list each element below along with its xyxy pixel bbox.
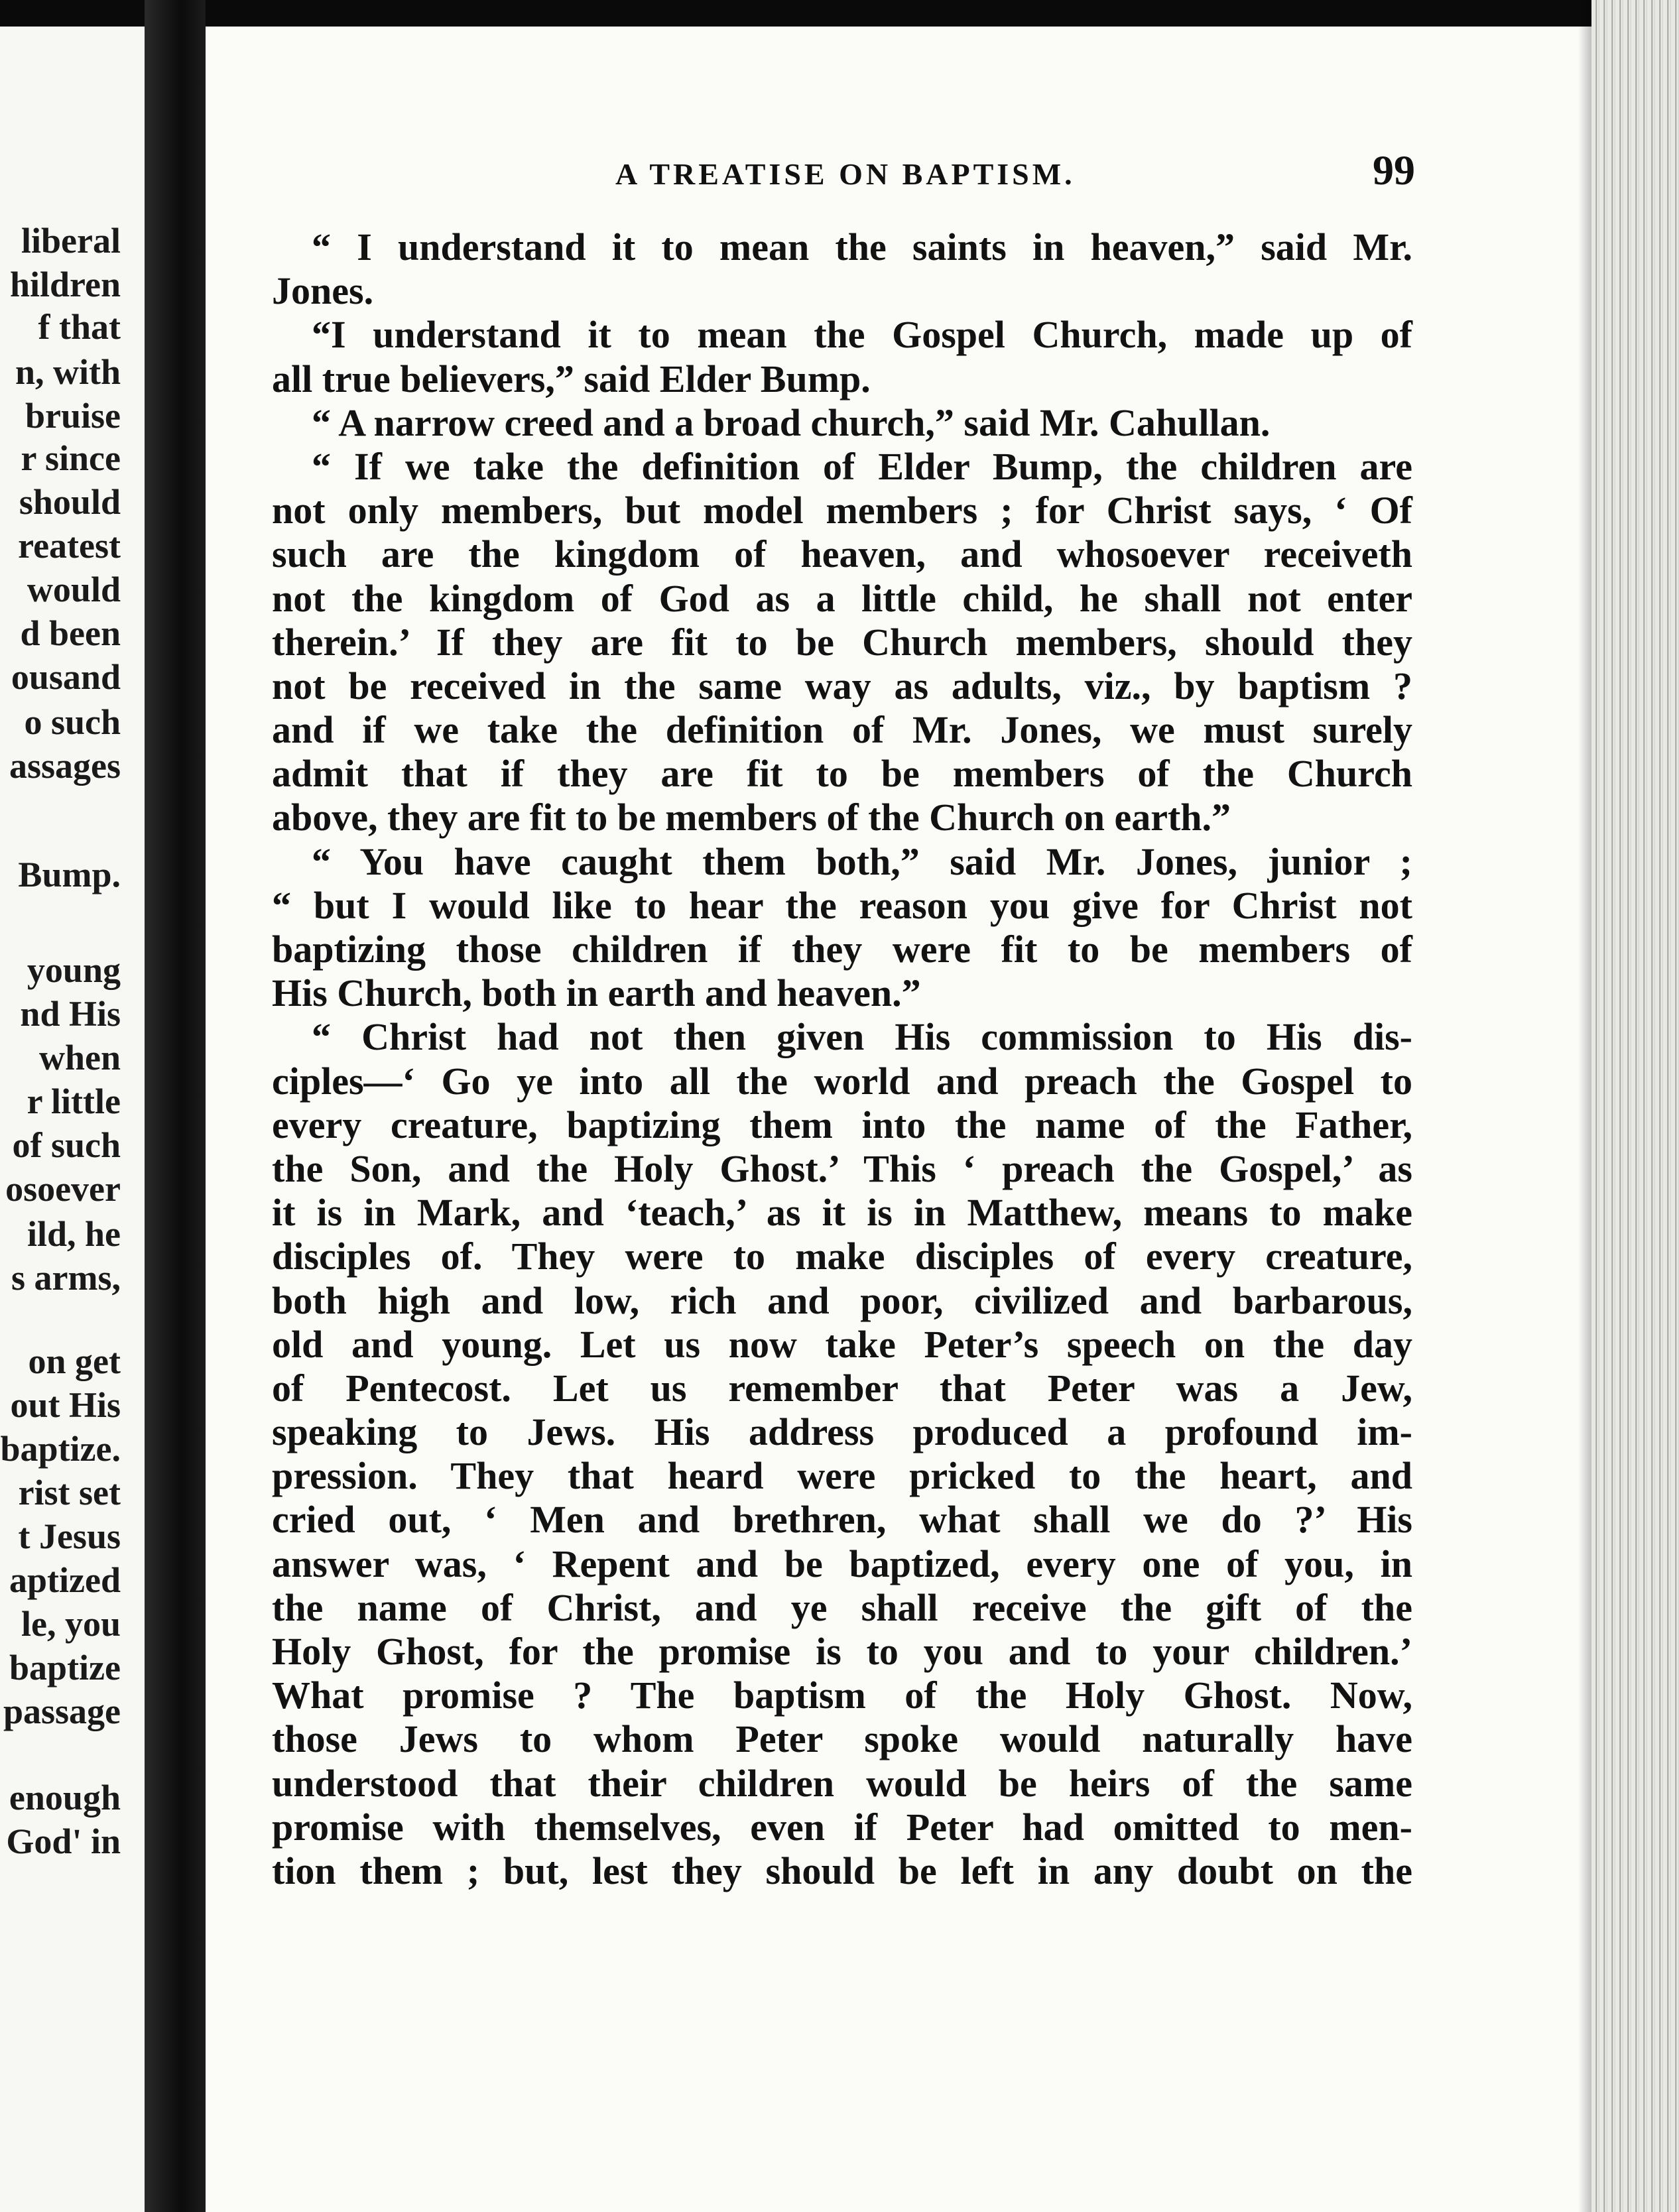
facing-page-word: f that: [38, 307, 121, 347]
facing-page-word: hildren: [9, 265, 121, 304]
facing-page-word: on get: [28, 1341, 121, 1381]
text-line: such are the kingdom of heaven, and whosoever receiveth: [272, 532, 1412, 576]
facing-page-word: baptize.: [0, 1429, 121, 1469]
text-line: “ Christ had not then given His commission to His dis-: [312, 1015, 1412, 1059]
facing-page-word: baptize: [9, 1648, 121, 1688]
text-line: speaking to Jews. His address produced a profound im-: [272, 1410, 1412, 1454]
text-line: disciples of. They were to make disciples of every creature,: [272, 1235, 1412, 1278]
text-line: Jones.: [272, 269, 374, 313]
facing-page-word: osoever: [5, 1169, 121, 1209]
page-header: [206, 146, 1591, 199]
text-line: “I understand it to mean the Gospel Church, made up of: [312, 313, 1412, 357]
text-line: tion them ; but, lest they should be left in any doubt on the: [272, 1849, 1412, 1892]
text-line: not be received in the same way as adults, viz., by baptism ?: [272, 664, 1412, 707]
text-line: “ You have caught them both,” said Mr. Jones, junior ;: [312, 839, 1412, 883]
facing-page-word: should: [19, 482, 121, 522]
text-line: promise with themselves, even if Peter had omitted to men-: [272, 1805, 1412, 1849]
text-line: and if we take the definition of Mr. Jones, we must surely: [272, 708, 1412, 752]
text-line: every creature, baptizing them into the name of the Father,: [272, 1103, 1412, 1146]
text-line: “ but I would like to hear the reason you give for Christ not: [272, 883, 1412, 927]
facing-page-word: rist set: [18, 1473, 121, 1512]
book-page: [206, 27, 1591, 2212]
text-line: not the kingdom of God as a little child, he shall not enter: [272, 576, 1412, 620]
facing-page-word: ousand: [11, 657, 121, 697]
text-line: His Church, both in earth and heaven.”: [272, 971, 921, 1015]
text-line: therein.’ If they are fit to be Church members, should they: [272, 620, 1412, 664]
text-line: the Son, and the Holy Ghost.’ This ‘ preach the Gospel,’ as: [272, 1146, 1412, 1190]
facing-page-word: assages: [9, 746, 121, 786]
facing-page-word: Bump.: [18, 855, 121, 894]
facing-page-word: would: [27, 570, 121, 609]
facing-page-word: r since: [21, 438, 121, 478]
facing-page-word: enough: [9, 1778, 121, 1817]
page-number: 99: [1373, 147, 1415, 194]
text-line: pression. They that heard were pricked to the heart, and: [272, 1454, 1412, 1498]
running-title: A TREATISE ON BAPTISM.: [615, 157, 1076, 191]
facing-page-word: passage: [3, 1691, 121, 1731]
text-line: not only members, but model members ; for Christ says, ‘ Of: [272, 489, 1412, 532]
text-line: admit that if they are fit to be members of the Church: [272, 752, 1412, 796]
text-line: “ If we take the definition of Elder Bump, the children are: [312, 444, 1412, 488]
text-line: both high and low, rich and poor, civilized and barbarous,: [272, 1278, 1412, 1322]
facing-page-word: o such: [24, 702, 121, 742]
facing-page-word: r little: [27, 1081, 121, 1121]
text-line: those Jews to whom Peter spoke would naturally have: [272, 1717, 1412, 1761]
facing-page-word: t Jesus: [18, 1516, 121, 1556]
text-line: “ I understand it to mean the saints in heaven,” said Mr.: [312, 225, 1412, 269]
facing-page-word: liberal: [21, 221, 121, 261]
text-line: above, they are fit to be members of the Church on earth.”: [272, 796, 1231, 839]
facing-page-fragment: [0, 27, 145, 2212]
text-line: Holy Ghost, for the promise is to you and to your children.’: [272, 1630, 1412, 1673]
facing-page-word: reatest: [18, 526, 121, 566]
facing-page-word: when: [38, 1038, 121, 1077]
facing-page-word: out His: [10, 1385, 121, 1425]
text-line: of Pentecost. Let us remember that Peter was a Jew,: [272, 1366, 1412, 1410]
text-line: baptizing those children if they were fit to be members of: [272, 928, 1412, 971]
text-line: What promise ? The baptism of the Holy Ghost. Now,: [272, 1674, 1412, 1717]
facing-page-word: aptized: [9, 1560, 121, 1600]
text-line: answer was, ‘ Repent and be baptized, every one of you, in: [272, 1542, 1412, 1585]
facing-page-word: ild, he: [27, 1214, 121, 1254]
facing-page-word: young: [27, 950, 121, 990]
facing-page-word: n, with: [15, 352, 121, 392]
facing-page-word: God' in: [6, 1821, 121, 1861]
text-line: the name of Christ, and ye shall receive the gift of the: [272, 1585, 1412, 1629]
text-line: understood that their children would be heirs of the same: [272, 1761, 1412, 1805]
text-line: all true believers,” said Elder Bump.: [272, 357, 871, 400]
text-line: it is in Mark, and ‘teach,’ as it is in Matthew, means to make: [272, 1191, 1412, 1235]
facing-page-word: s arms,: [11, 1258, 121, 1298]
facing-page-word: le, you: [21, 1604, 121, 1644]
scan-top-border: [0, 0, 1679, 27]
book-gutter: [145, 0, 206, 2212]
body-text: [272, 225, 1412, 1893]
text-line: old and young. Let us now take Peter’s speech on the day: [272, 1322, 1412, 1366]
facing-page-word: nd His: [20, 994, 121, 1034]
text-line: ciples—‘ Go ye into all the world and preach the Gospel to: [272, 1059, 1412, 1103]
facing-page-word: of such: [12, 1125, 121, 1165]
facing-page-word: bruise: [25, 396, 121, 436]
text-line: “ A narrow creed and a broad church,” said Mr. Cahullan.: [312, 400, 1271, 444]
page-stack-edge: [1591, 0, 1679, 2212]
facing-page-word: d been: [20, 613, 121, 653]
text-line: cried out, ‘ Men and brethren, what shall we do ?’ His: [272, 1498, 1412, 1542]
